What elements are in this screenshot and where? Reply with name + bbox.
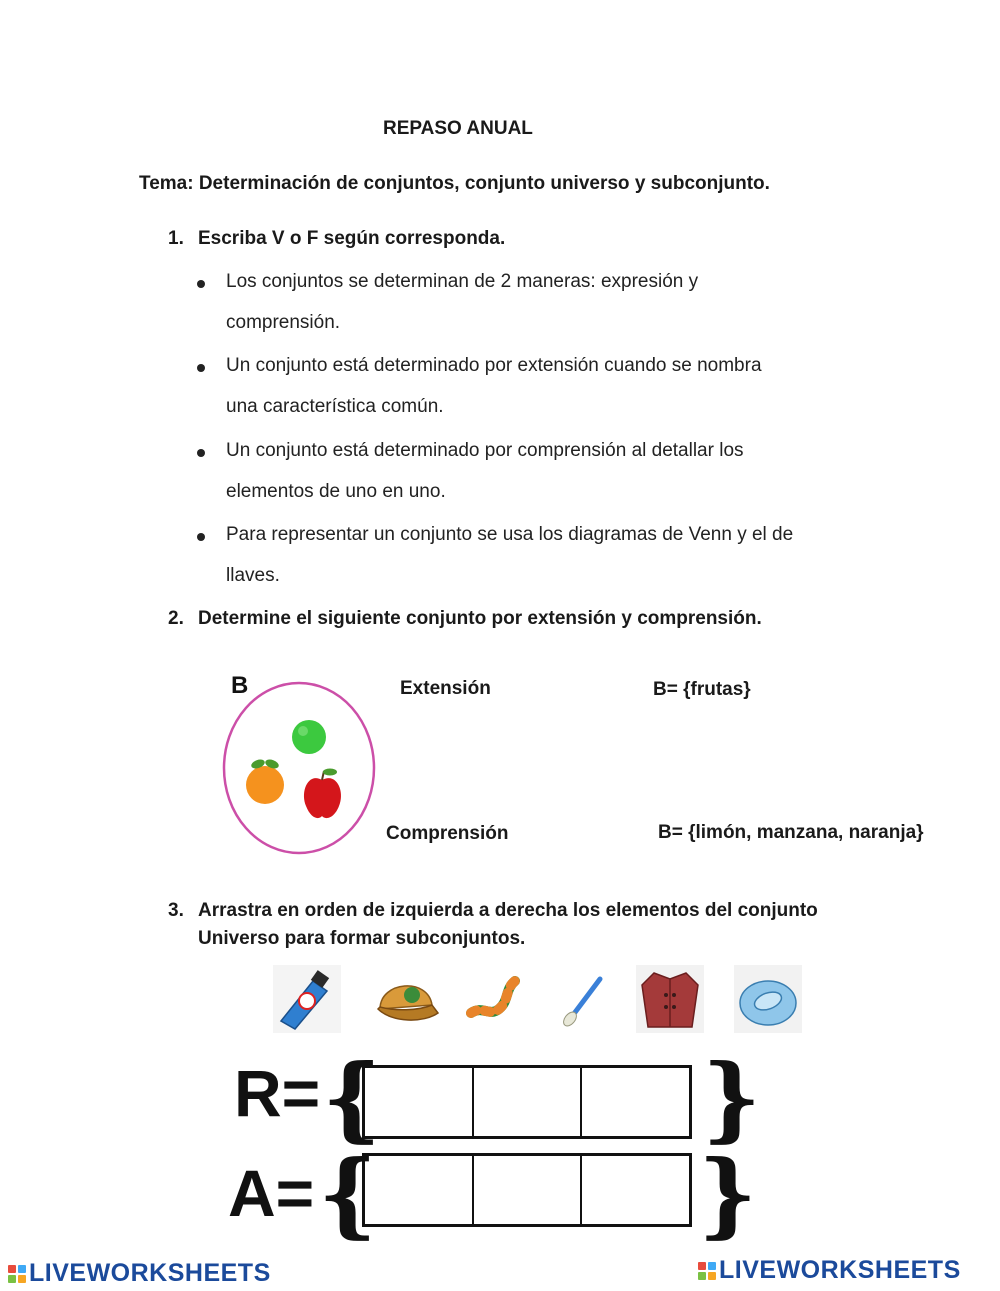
open-brace: { [322, 1044, 382, 1152]
logo-squares-icon [698, 1262, 716, 1280]
open-brace: { [318, 1140, 378, 1248]
close-brace: } [698, 1140, 758, 1248]
extension-label: Extensión [400, 678, 491, 699]
cap-icon[interactable] [372, 965, 440, 1033]
drop-zone[interactable] [365, 1068, 474, 1136]
liveworksheets-logo-right: LIVEWORKSHEETS [698, 1256, 961, 1285]
bullet-line: llaves. [226, 565, 280, 586]
bullet-line: comprensión. [226, 312, 341, 333]
bullet-item [197, 440, 897, 510]
page-title: REPASO ANUAL [383, 118, 533, 139]
drop-row-a [362, 1153, 692, 1227]
question-1 [168, 228, 868, 254]
soap-icon[interactable] [734, 965, 802, 1033]
lime-icon [292, 720, 326, 754]
question-number: 2. [168, 608, 184, 629]
question-text-cont: Universo para formar subconjuntos. [198, 928, 526, 949]
bullet-dot [197, 364, 205, 372]
bullet-line: Un conjunto está determinado por extensión cuando se nombra [226, 355, 762, 376]
question-3 [168, 900, 928, 956]
venn-circle [224, 683, 374, 853]
venn-diagram [218, 680, 383, 860]
bullet-dot [197, 533, 205, 541]
comprehension-label: Comprensión [386, 823, 509, 844]
bullet-item [197, 271, 897, 341]
question-text: Determine el siguiente conjunto por extensión y comprensión. [198, 608, 762, 629]
bullet-item [197, 355, 897, 425]
drop-zone[interactable] [474, 1068, 583, 1136]
drop-zone[interactable] [582, 1156, 689, 1224]
drop-zone[interactable] [582, 1068, 689, 1136]
coat-icon[interactable] [636, 965, 704, 1033]
liveworksheets-logo-left: LIVEWORKSHEETS [8, 1259, 271, 1288]
question-number: 3. [168, 900, 184, 921]
drop-row-r [362, 1065, 692, 1139]
question-text: Arrastra en orden de izquierda a derecha los elementos del conjunto [198, 900, 818, 921]
toothpaste-icon[interactable] [273, 965, 341, 1033]
toothbrush-icon[interactable] [556, 965, 624, 1033]
comprehension-answer: B= {limón, manzana, naranja} [658, 822, 924, 843]
apple-icon [304, 769, 341, 819]
question-number: 1. [168, 228, 184, 249]
set-label-r: R= [234, 1056, 321, 1130]
drop-zone[interactable] [365, 1156, 474, 1224]
bullet-line: Para representar un conjunto se usa los diagramas de Venn y el de [226, 524, 794, 545]
bullet-dot [197, 449, 205, 457]
bullet-line: elementos de uno en uno. [226, 481, 446, 502]
logo-squares-icon [8, 1265, 26, 1283]
bullet-line: una característica común. [226, 396, 444, 417]
drop-zone[interactable] [474, 1156, 583, 1224]
set-label-b: B [231, 672, 249, 699]
question-2 [168, 608, 928, 634]
bullet-dot [197, 280, 205, 288]
bullet-line: Los conjuntos se determinan de 2 maneras: expresión y [226, 271, 699, 292]
bullet-item [197, 524, 897, 594]
bullet-line: Un conjunto está determinado por comprensión al detallar los [226, 440, 744, 461]
extension-answer: B= {frutas} [653, 679, 751, 700]
question-text: Escriba V o F según corresponda. [198, 228, 506, 249]
close-brace: } [702, 1044, 762, 1152]
topic-heading: Tema: Determinación de conjuntos, conjunto universo y subconjunto. [139, 173, 770, 194]
set-label-a: A= [228, 1156, 315, 1230]
scarf-icon[interactable] [463, 965, 531, 1033]
orange-icon [246, 758, 284, 804]
